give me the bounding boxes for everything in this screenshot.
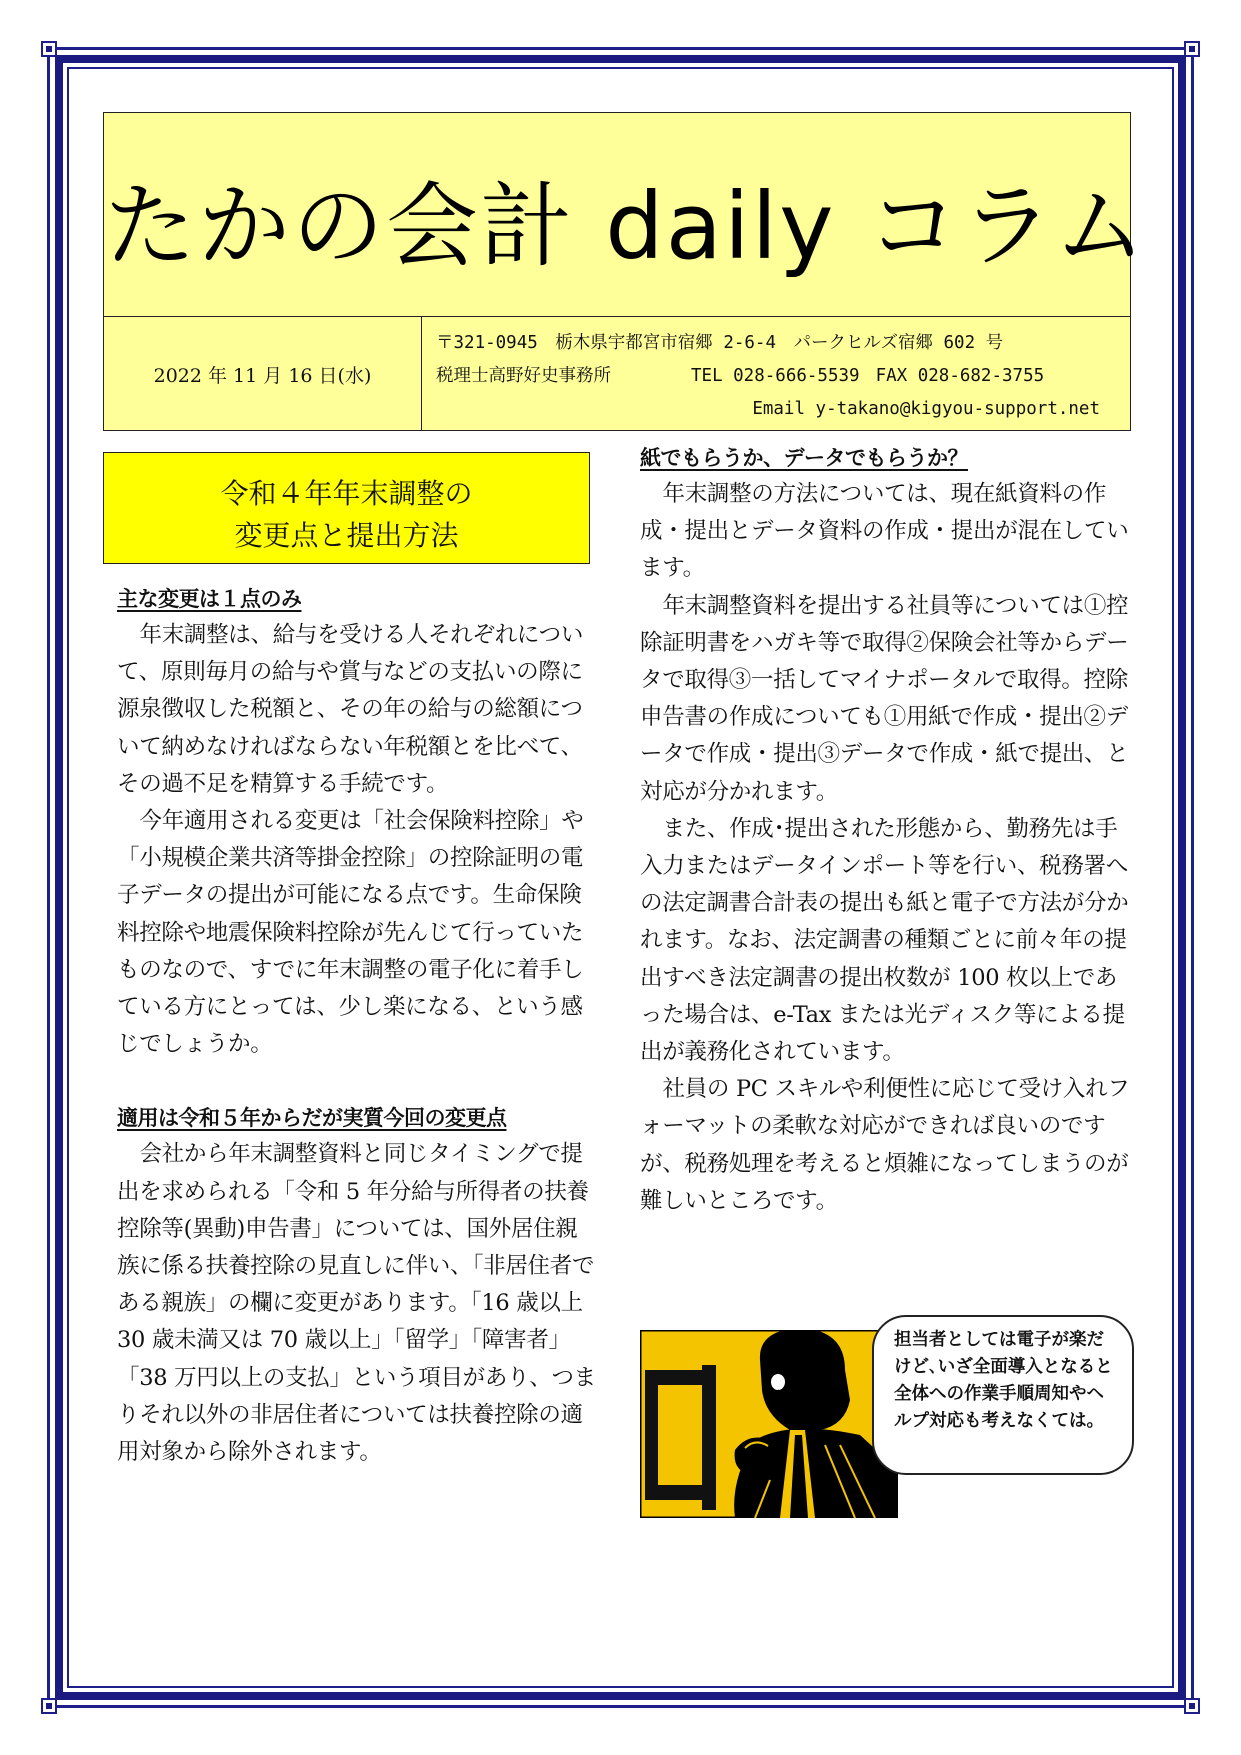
office-address: 〒321-0945 栃木県宇都宮市宿郷 2-6-4 パークヒルズ宿郷 602 号 (436, 333, 1004, 353)
masthead-title-row (104, 113, 1148, 317)
paragraph: 年末調整の方法については、現在紙資料の作成・提出とデータ資料の作成・提出が混在しています。 (640, 481, 1129, 582)
paragraph: 年末調整資料を提出する社員等については①控除証明書をハガキ等で取得②保険会社等からデータで取得③一括してマイナポータルで取得。控除申告書の作成についても①用紙で作成・提出②データで作成・提出③データで作成・紙で提出、と対応が分かれます。 (640, 592, 1129, 805)
office-name: 税理士高野好史事務所 (436, 366, 611, 386)
speech-bubble (872, 1315, 1134, 1475)
headline-line-1: 令和４年年末調整の (220, 477, 473, 510)
office-tel: TEL 028-666-5539 (691, 366, 860, 386)
paragraph: また、作成･提出された形態から、勤務先は手入力またはデータインポート等を行い、税務署への法定調書合計表の提出も紙と電子で方法が分かれます。なお、法定調書の種類ごとに前々年の提出すべき法定調書の提出枚数が 100 枚以上であった場合は、e-Tax または光ディスク等による提出が義務化されています。 (640, 815, 1129, 1066)
article-headline (103, 452, 590, 564)
paragraph: 会社から年末調整資料と同じタイミングで提出を求められる「令和 5 年分給与所得者の扶養控除等(異動)申告書」については、国外居住親族に係る扶養控除の見直しに伴い、「非居住者である親族」の欄に変更があります。「16 歳以上 30 歳未満又は 70 歳以上」「留学」「障害者」「38 万円以上の支払」という項目があり、つまりそれ以外の非居住者については扶養控除の適用対象から除外されます。 (117, 1141, 596, 1466)
masthead-contact-cell (422, 317, 1130, 430)
office-email: Email y-takano@kigyou-support.net (752, 399, 1100, 419)
left-column (117, 581, 597, 1471)
frame-corner-ornament (41, 41, 57, 57)
paragraph: 今年適用される変更は「社会保険料控除」や「小規模企業共済等掛金控除」の控除証明の電子データの提出が可能になる点です。生命保険料控除や地震保険料控除が先んじて行っていたものなので、すでに年末調整の電子化に着手している方にとっては、少し楽になる、という感じでしょうか。 (117, 808, 584, 1058)
speech-bubble-text: 担当者としては電子が楽だけど､いざ全面導入となると全体への作業手順周知やヘルプ対応も考えなくては。 (894, 1330, 1113, 1431)
masthead-date-cell (104, 317, 422, 430)
issue-date: 2022 年 11 月 16 日(水) (153, 365, 372, 387)
paragraph: 社員の PC スキルや利便性に応じて受け入れフォーマットの柔軟な対応ができれば良いのですが、税務処理を考えると煩雑になってしまうのが難しいところです。 (640, 1076, 1130, 1214)
businessman-illustration-icon (640, 1330, 898, 1518)
page-title: たかの会計 daily コラム (104, 173, 1148, 280)
frame-corner-ornament (1184, 41, 1200, 57)
office-contact-line (436, 362, 1044, 387)
frame-corner-ornament (1184, 1698, 1200, 1714)
section-heading: 紙でもらうか、データでもらうか？ (640, 445, 968, 470)
section-heading: 主な変更は１点のみ (117, 586, 302, 611)
office-fax: FAX 028-682-3755 (875, 366, 1045, 386)
masthead (103, 112, 1148, 431)
frame-corner-ornament (41, 1698, 57, 1714)
headline-line-2: 変更点と提出方法 (234, 519, 459, 552)
right-column (640, 440, 1130, 1220)
section-heading: 適用は令和５年からだが実質今回の変更点 (117, 1105, 507, 1131)
paragraph: 年末調整は、給与を受ける人それぞれについて、原則毎月の給与や賞与などの支払いの際に源泉徴収した税額と、その年の給与の総額について納めなければならない年税額とを比べて、その過不足を精算する手続です。 (117, 622, 584, 797)
